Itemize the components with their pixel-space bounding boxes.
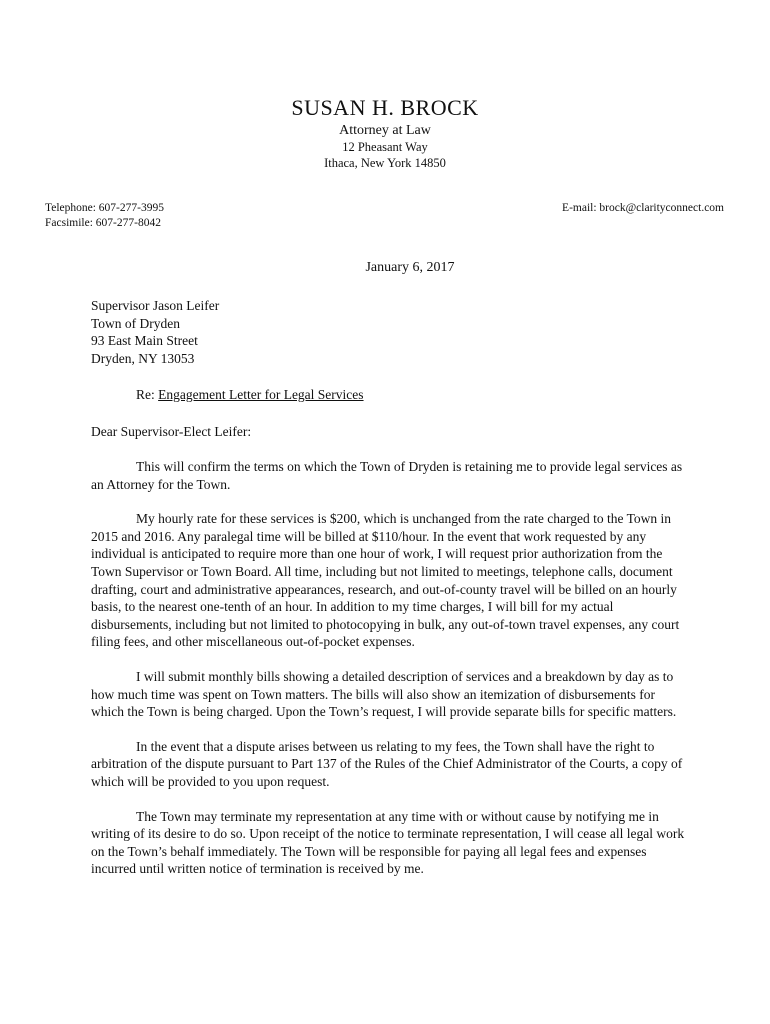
subject-line [136,386,364,404]
letter-date: January 6, 2017 [365,260,455,275]
body-paragraph: In the event that a dispute arises between us relating to my fees, the Town shall have the right to arbitration of the dispute pursuant to Part 137 of the Rules of the Chief Administrator of the Courts, a copy of which will be provided to you upon request. [91,738,683,789]
letterhead [0,95,770,171]
recipient-line-city: Dryden, NY 13053 [91,350,195,366]
letter-body [91,458,691,895]
subject-prefix: Re: [136,387,159,402]
attorney-title: Attorney at Law [339,123,431,138]
body-paragraph: I will submit monthly bills showing a detailed description of services and a breakdown by day as to how much time was spent on Town matters. The bills will also show an itemization of disbursements for which the Town is being charged. Upon the Town’s request, I will provide separate bills for specific matters. [91,668,677,720]
recipient-line-street: 93 East Main Street [91,333,198,349]
recipient-line-name: Supervisor Jason Leifer [91,298,220,313]
body-paragraph: This will confirm the terms on which the Town of Dryden is retaining me to provide legal services as an Attorney for the Town. [91,459,683,492]
facsimile-line: Facsimile: 607-277-8042 [45,217,161,229]
letterhead-city: Ithaca, New York 14850 [324,156,446,170]
contact-phone-block [45,201,164,231]
recipient-line-organization: Town of Dryden [91,315,181,331]
salutation: Dear Supervisor-Elect Leifer: [91,424,252,439]
attorney-name: SUSAN H. BROCK [291,95,479,120]
body-paragraph: The Town may terminate my representation at any time with or without cause by notifying me in writing of its desire to do so. Upon receipt of the notice to terminate representation, I will cease all legal work on the Town’s behalf immediately. The Town will be responsible for paying all legal fees and expenses incurred until written notice of termination is received by me. [91,808,685,877]
email-line: E-mail: brock@clarityconnect.com [562,202,724,214]
body-paragraph: My hourly rate for these services is $200, which is unchanged from the rate charged to the Town in 2015 and 2016. Any paralegal time will be billed at $110/hour. In the event that work requested by any individual is anticipated to require more than one hour of work, I will request prior authorization from the Town Supervisor or Town Board. All time, including but not limited to meetings, telephone calls, document drafting, court and administrative appearances, research, and out-of-county travel will be billed on an hourly basis, to the nearest one-tenth of an hour. In addition to my time charges, I will bill for my actual disbursements, including but not limited to photocopying in bulk, any out-of-town travel expenses, any court filing fees, and other miscellaneous out-of-pocket expenses. [91,511,680,650]
letterhead-street: 12 Pheasant Way [342,140,428,154]
contact-email-block [562,201,724,216]
telephone-line: Telephone: 607-277-3995 [45,202,164,214]
subject-text: Engagement Letter for Legal Services [158,387,364,402]
recipient-address [91,297,691,367]
